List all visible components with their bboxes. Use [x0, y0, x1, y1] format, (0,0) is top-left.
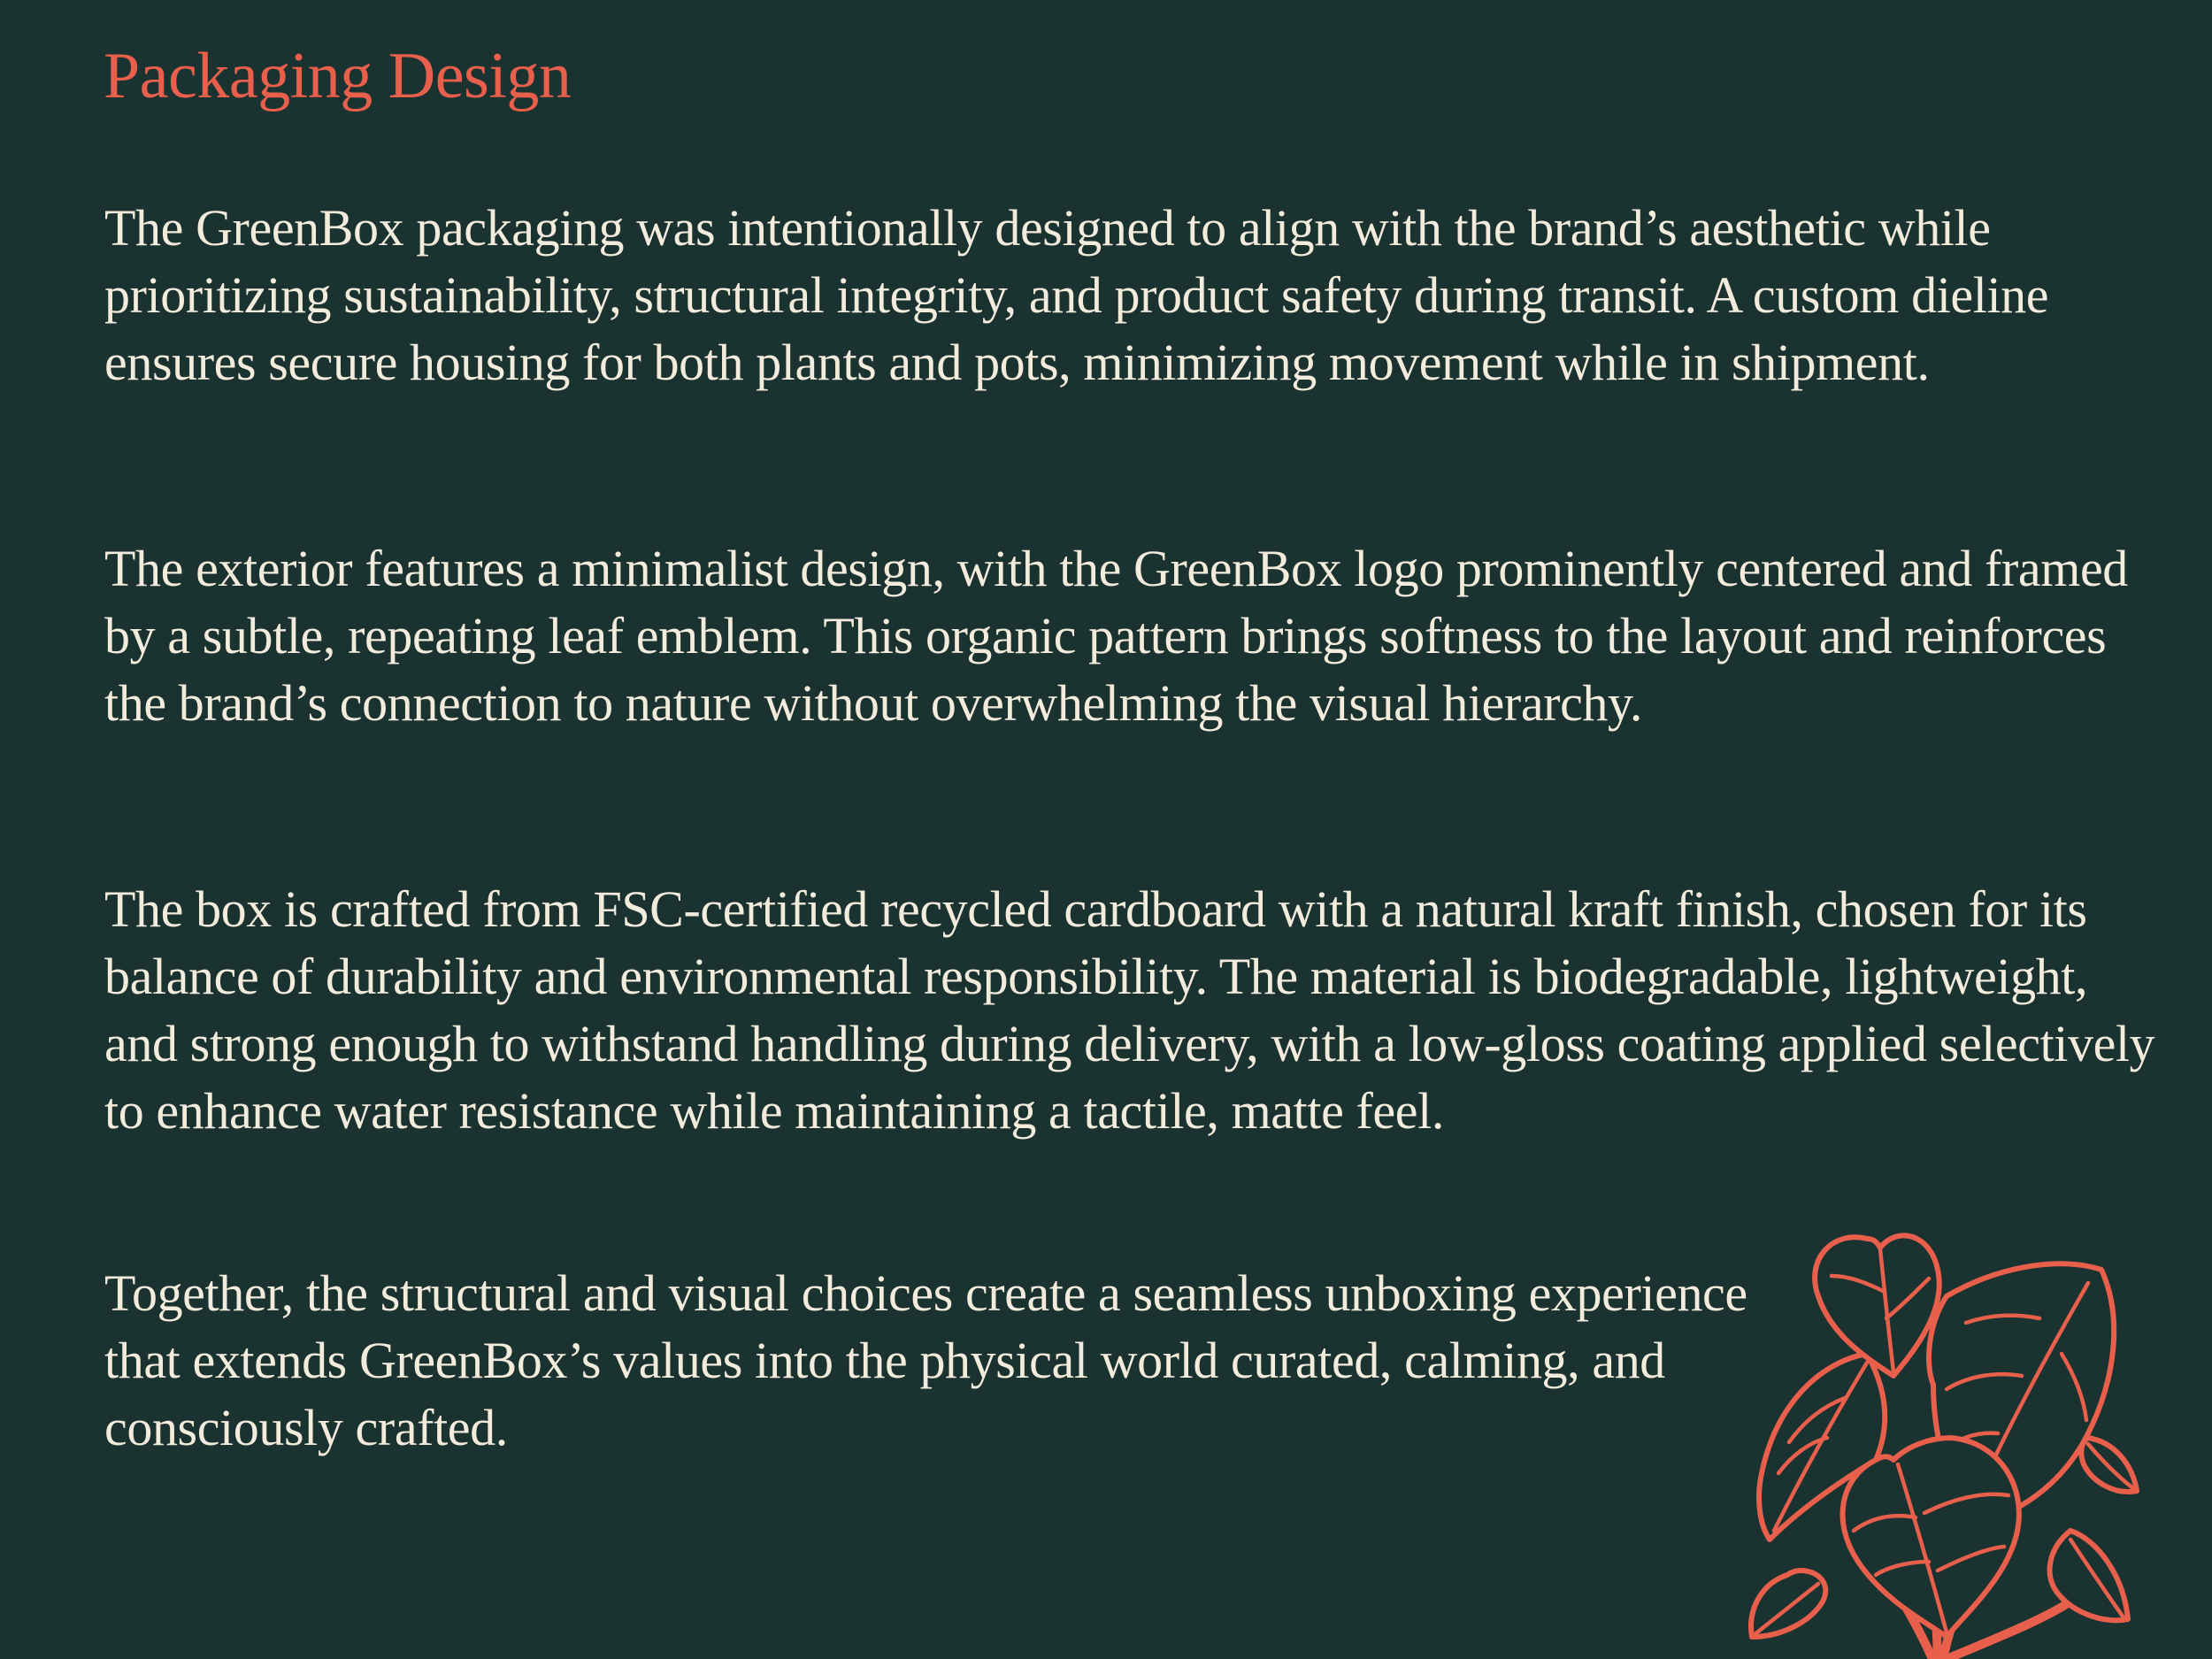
caladium-plant-icon — [1734, 1221, 2141, 1659]
paragraph-conclusion: Together, the structural and visual choices create a seamless unboxing experience that extends GreenBox’s values into the physical world curated, calming, and consciously crafted. — [104, 1264, 1747, 1456]
page-title: Packaging Design — [104, 40, 572, 112]
paragraph-dieline: The GreenBox packaging was intentionally designed to align with the brand’s aesthetic while prioritizing sustainability, structural integrity, and product safety during transit. A custom dieline ensures secure housing for both plants and pots, minimizing movement while in shipment. — [104, 199, 2049, 391]
paragraph-material: The box is crafted from FSC-certified recycled cardboard with a natural kraft finish, chosen for its balance of durability and environmental responsibility. The material is biodegradable, lightweight, and strong enough to withstand handling during delivery, with a low-gloss coating applied selectively to enhance water resistance while maintaining a tactile, matte feel. — [104, 880, 2155, 1140]
paragraph-exterior: The exterior features a minimalist design, with the GreenBox logo prominently centered and framed by a subtle, repeating leaf emblem. This organic pattern brings softness to the layout and reinforces the brand’s connection to nature without overwhelming the visual hierarchy. — [104, 540, 2128, 732]
